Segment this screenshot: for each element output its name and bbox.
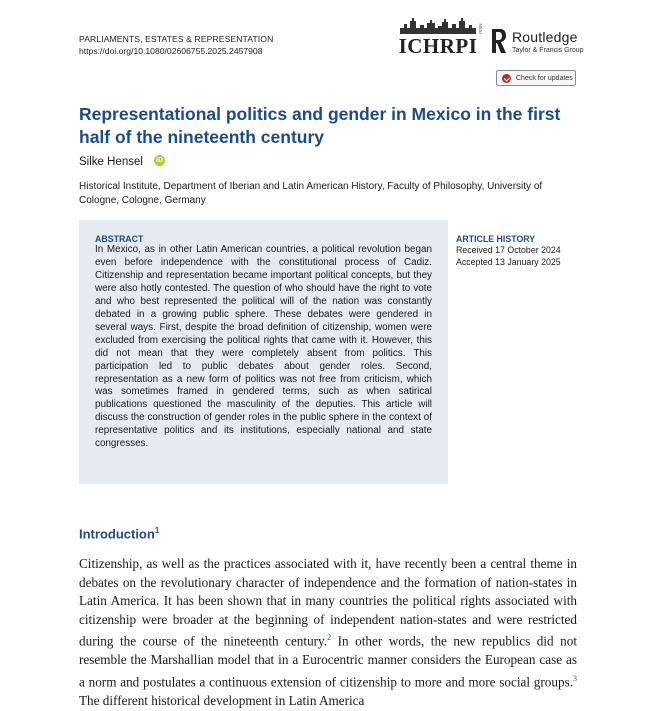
author-affiliation: Historical Institute, Department of Iberian and Latin American History, Faculty of Philosophy, University of Cologne, Cologne, Germany: [79, 181, 543, 206]
crossmark-icon: [502, 74, 511, 83]
check-for-updates-button[interactable]: [496, 70, 576, 86]
abstract-heading: ABSTRACT: [95, 234, 144, 244]
footnote-ref-2[interactable]: 2: [327, 633, 332, 643]
orcid-icon[interactable]: iD: [156, 157, 163, 164]
accepted-date: Accepted 13 January 2025: [456, 257, 561, 267]
author-name[interactable]: Silke Hensel: [79, 156, 143, 168]
received-date: Received 17 October 2024: [456, 245, 561, 255]
ichrpi-logo: [398, 17, 478, 59]
introduction-paragraph: [79, 555, 577, 711]
footnote-ref-3[interactable]: 3: [573, 673, 577, 683]
footnote-ref-1[interactable]: 1: [154, 526, 160, 535]
paragraph-text-b: In other words, the new republics did not resemble the Marshallian model that in a Eurocentric manner considers the European case as a norm and postulates a continuous extension of citizenship to more and more social groups.: [79, 633, 577, 690]
article-title: Representational politics and gender in Mexico in the first half of the nineteenth century: [79, 104, 561, 147]
publisher-vertical-text: ISSN: [478, 23, 483, 34]
abstract-text: In Mexico, as in other Latin American countries, a political revolution began even before independence with the constitutional process of Cadiz. Citizenship and representation became important political concepts, but they were also hotly contested. The question of who should have the right to vote and who best represented the political will of the nation was constantly debated in a growing public sphere. These debates were gendered in several ways. First, despite the broad definition of citizenship, women were excluded from exercising the political rights that came with it. However, this did not mean that they were completely absent from politics. This participation led to public debates about gender roles. Second, representation as a new form of politics was not free from criticism, which was sometimes framed in gendered terms, such as when satirical publications questioned the masculinity of the deputies. This article will discuss the construction of gender roles in the public sphere in the context of representative politics and its institutions, especially national and state congresses.: [95, 244, 432, 450]
introduction-heading-text: Introduction: [79, 526, 155, 542]
publisher-subtitle: Taylor & Francis Group: [512, 47, 584, 54]
skyline-icon: [400, 17, 476, 34]
routledge-r-icon: [491, 28, 507, 54]
journal-name: PARLIAMENTS, ESTATES & REPRESENTATION: [79, 34, 274, 44]
paragraph-text-c: The different historical development in Latin America: [79, 692, 365, 708]
article-history-heading: ARTICLE HISTORY: [456, 234, 536, 244]
ichrpi-wordmark: ICHRPI: [398, 34, 478, 58]
publisher-name: Routledge: [512, 29, 578, 45]
introduction-heading: [79, 526, 159, 541]
paragraph-text-a: Citizenship, as well as the practices associated with it, have recently been a central theme in debates on the revolutionary character of independence and the formation of nation-states in Latin America. It has been shown that in many countries the political rights associated with citizenship were broader at the beginning of independent nation-states and were restricted during the course of the nineteenth century.: [79, 556, 577, 649]
doi-link[interactable]: https://doi.org/10.1080/02606755.2025.2457908: [79, 46, 263, 56]
routledge-logo: [478, 23, 584, 60]
check-for-updates-label: Check for updates: [516, 74, 573, 82]
